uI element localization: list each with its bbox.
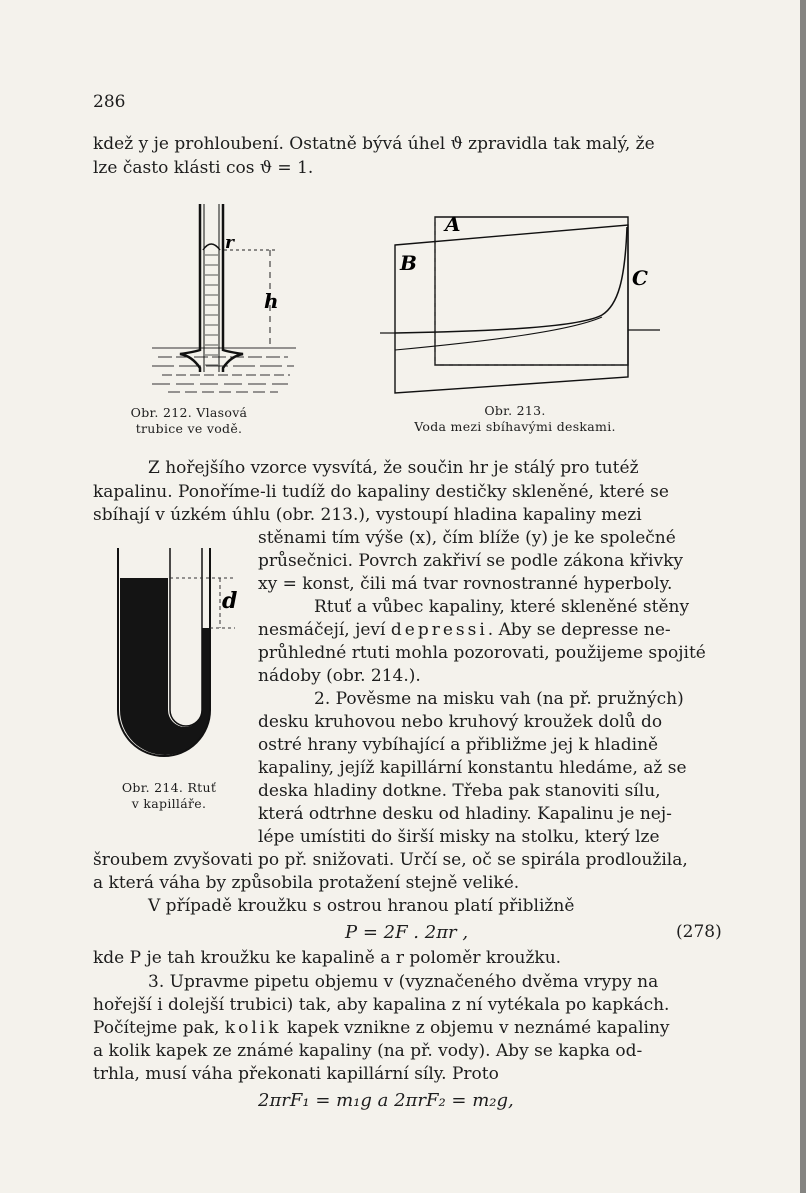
para2-line-2 — [258, 620, 671, 640]
figure-213-caption — [380, 403, 650, 435]
para1-line-2: kapalinu. Ponoříme-li tudíž do kapaliny destičky skleněné, které se — [93, 482, 669, 502]
u-tube-inner — [170, 548, 202, 726]
label-B: B — [400, 251, 417, 275]
para5-line-3-post: kapek vznikne z objemu v neznámé kapaliny — [281, 1018, 670, 1038]
figure-212-capillary-tube — [148, 200, 298, 400]
para3-line-3: ostré hrany vybíhající a přibližme jej k hladině — [258, 735, 659, 755]
figure-213-caption-line-1: Obr. 213. — [484, 403, 546, 418]
para5-line-3-pre: Počítejme pak, — [93, 1018, 225, 1038]
para1-line-6: xy = konst, čili má tvar rovnostranné hyperboly. — [258, 574, 673, 594]
para2-line-1: Rtuť a vůbec kapaliny, které skleněné stěny — [314, 597, 690, 617]
equation-2: 2πrF₁ = m₁g a 2πrF₂ = m₂g, — [258, 1090, 514, 1111]
para2-line-2-post: . Aby se depresse ne- — [487, 620, 671, 640]
tube-wall-left — [180, 204, 200, 372]
mercury-fill — [120, 578, 210, 755]
after-equation-line: kde P je tah kroužku ke kapalině a r poloměr kroužku. — [93, 948, 562, 968]
hyperbola-curve-front — [395, 227, 627, 333]
hyperbola-curve-back — [395, 317, 602, 350]
label-d: d — [222, 588, 238, 614]
figure-212-caption-line-1: Obr. 212. Vlasová — [130, 405, 248, 420]
intro-line-2: lze často klásti cos ϑ = 1. — [93, 158, 314, 178]
figure-213-converging-plates — [380, 205, 665, 400]
equation-278-number: (278) — [676, 922, 722, 942]
para5-spaced-word: kolik — [224, 1018, 282, 1038]
para3-line-5: deska hladiny dotkne. Třeba pak stanoviti sílu, — [258, 781, 661, 801]
para1-line-3: sbíhají v úzkém úhlu (obr. 213.), vystoupí hladina kapaliny mezi — [93, 505, 642, 525]
para3-line-1: 2. Pověsme na misku vah (na př. pružných) — [314, 689, 684, 709]
para3-line-7: lépe umístiti do širší misky na stolku, který lze — [258, 827, 660, 847]
figure-214-caption-line-2: v kapilláře. — [131, 796, 207, 811]
intro-line-1: kdež y je prohloubení. Ostatně bývá úhel ϑ zpravidla tak malý, že — [93, 134, 655, 154]
figure-214-caption-line-1: Obr. 214. Rtuť — [121, 780, 217, 795]
tube-wall-right — [223, 204, 243, 372]
para2-line-2-pre: nesmáčejí, jeví — [258, 620, 391, 640]
para3-line-8: šroubem zvyšovati po př. snižovati. Určí se, oč se spirála prodloužila, — [93, 850, 688, 870]
plate-front — [395, 225, 628, 393]
equation-278: P = 2F . 2πr , — [345, 922, 469, 943]
para1-line-4: stěnami tím výše (x), čím blíže (y) je ke společné — [258, 528, 676, 548]
para5-line-5: trhla, musí váha překonati kapillární síly. Proto — [93, 1064, 499, 1084]
tube-meniscus — [203, 244, 220, 250]
page-number: 286 — [93, 92, 126, 112]
para5-line-1: 3. Upravme pipetu objemu v (vyznačeného dvěma vrypy na — [148, 972, 659, 992]
page-edge-shadow — [800, 0, 806, 1193]
para3-line-9: a která váha by způsobila protažení stejně veliké. — [93, 873, 520, 893]
para2-line-3: průhledné rtuti mohla pozorovati, použijeme spojité — [258, 643, 706, 663]
para2-line-4: nádoby (obr. 214.). — [258, 666, 421, 686]
para5-line-4: a kolik kapek ze známé kapaliny (na př. vody). Aby se kapka od- — [93, 1041, 643, 1061]
para2-spaced-word: depressi — [390, 620, 488, 640]
para5-line-3 — [93, 1018, 670, 1038]
figure-214-caption — [98, 780, 240, 812]
para4: V případě kroužku s ostrou hranou platí přibližně — [148, 896, 575, 916]
para3-line-2: desku kruhovou nebo kruhový kroužek dolů do — [258, 712, 663, 732]
para1-line-5: průsečnici. Povrch zakřiví se podle zákona křivky — [258, 551, 683, 571]
para5-line-2: hořejší i dolejší trubici) tak, aby kapalina z ní vytékala po kapkách. — [93, 995, 670, 1015]
label-h: h — [264, 289, 279, 313]
label-A: A — [445, 212, 461, 236]
label-r: r — [225, 233, 234, 253]
figure-212-caption — [118, 405, 260, 437]
para1-line-1: Z hořejšího vzorce vysvítá, že součin hr je stálý pro tutéž — [148, 458, 639, 478]
para3-line-6: která odtrhne desku od hladiny. Kapalinu je nej- — [258, 804, 672, 824]
label-C: C — [632, 266, 648, 290]
figure-213-caption-line-2: Voda mezi sbíhavými deskami. — [414, 419, 616, 434]
para3-line-4: kapaliny, jejíž kapillární konstantu hledáme, až se — [258, 758, 687, 778]
figure-214-mercury-u-tube — [110, 540, 250, 772]
figure-212-caption-line-2: trubice ve vodě. — [135, 421, 243, 436]
